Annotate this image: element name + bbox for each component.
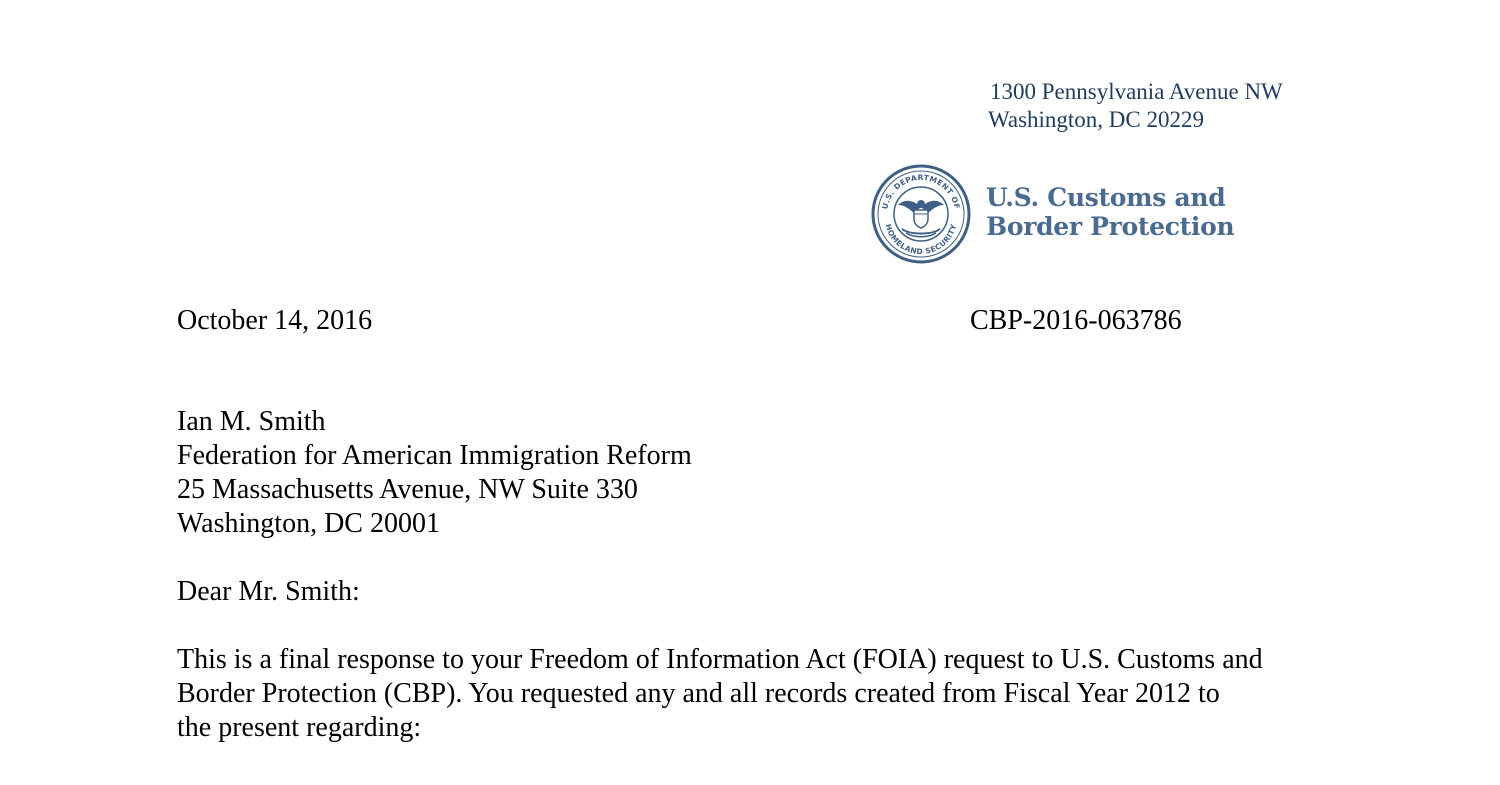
dhs-seal-icon (870, 163, 972, 265)
recipient-address-block (177, 405, 692, 541)
agency-name-line2: Border Protection (986, 212, 1235, 241)
paragraph-line: Border Protection (CBP). You requested any and all records created from Fiscal Year 2012 to (177, 678, 1220, 709)
paragraph-line: This is a final response to your Freedom of Information Act (FOIA) request to U.S. Customs and (177, 644, 1263, 675)
recipient-name: Ian M. Smith (177, 406, 326, 437)
letter-date: October 14, 2016 (177, 305, 373, 336)
letterhead-address-line2: Washington, DC 20229 (988, 107, 1205, 132)
salutation: Dear Mr. Smith: (177, 576, 360, 607)
agency-name (986, 183, 1234, 241)
letterhead-address (988, 78, 1283, 134)
recipient-street: 25 Massachusetts Avenue, NW Suite 330 (177, 474, 638, 505)
letterhead-address-line1: 1300 Pennsylvania Avenue NW (990, 79, 1283, 104)
opening-paragraph (177, 643, 1337, 745)
recipient-organization: Federation for American Immigration Reform (177, 440, 692, 471)
svg-text:U.S. DEPARTMENT OF: U.S. DEPARTMENT OF (880, 172, 962, 211)
agency-name-line1: U.S. Customs and (986, 183, 1226, 212)
recipient-city: Washington, DC 20001 (177, 508, 440, 539)
paragraph-line: the present regarding: (177, 712, 422, 743)
case-number: CBP-2016-063786 (970, 305, 1182, 336)
svg-text:HOMELAND SECURITY: HOMELAND SECURITY (883, 222, 959, 257)
